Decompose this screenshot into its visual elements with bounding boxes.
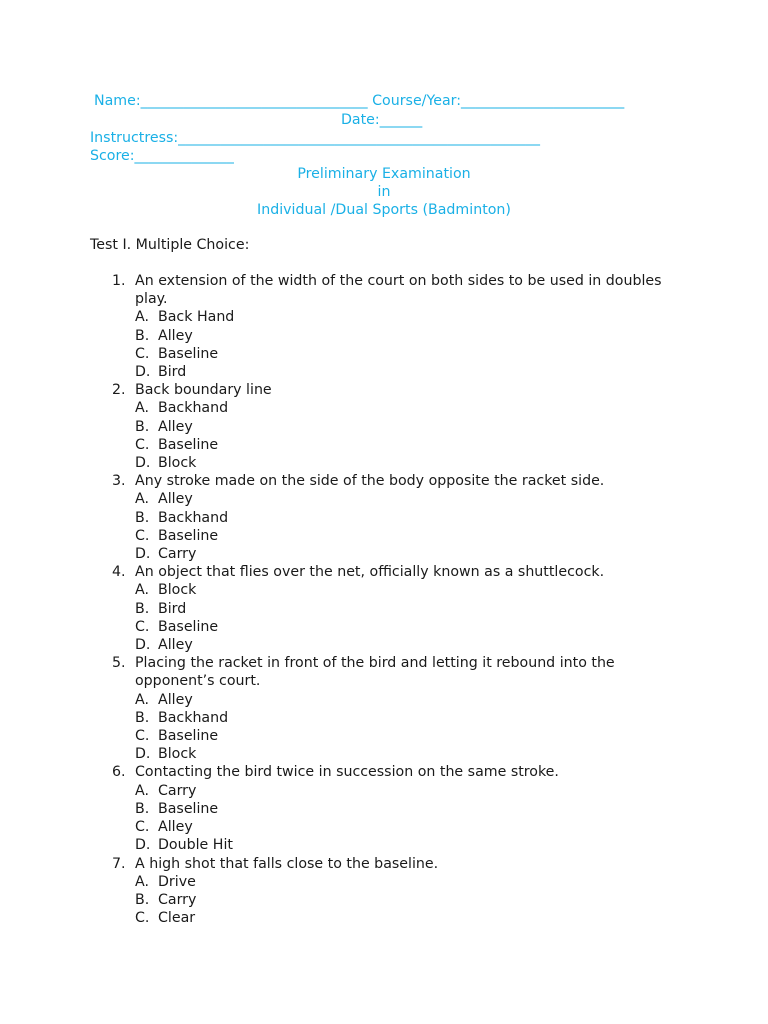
option-letter: D.: [135, 637, 151, 654]
date-line: Date:______: [341, 112, 423, 128]
option-letter: A.: [135, 400, 149, 417]
option-text: Alley: [158, 637, 193, 654]
question-number: 5.: [112, 655, 126, 672]
answer-option: [135, 891, 670, 909]
option-text: Alley: [158, 691, 193, 708]
option-text: Block: [158, 455, 197, 472]
option-letter: D.: [135, 837, 151, 854]
exam-title-connector: in: [377, 184, 391, 200]
option-text: Alley: [158, 327, 193, 344]
option-text: Alley: [158, 418, 193, 435]
exam-title: Preliminary Examination: [297, 166, 471, 182]
answer-option: [135, 581, 670, 599]
option-text: Back Hand: [158, 309, 235, 326]
question-item: [90, 563, 670, 654]
option-letter: C.: [135, 618, 150, 635]
option-text: Baseline: [158, 800, 219, 817]
answer-option: [135, 327, 670, 345]
option-letter: C.: [135, 527, 150, 544]
question-number: 2.: [112, 382, 126, 399]
answer-option: [135, 600, 670, 618]
option-text: Backhand: [158, 709, 229, 726]
answer-option: [135, 490, 670, 508]
option-text: Baseline: [158, 436, 219, 453]
option-letter: B.: [135, 418, 150, 435]
answer-option: [135, 545, 670, 563]
option-text: Block: [158, 582, 197, 599]
name-course-line: Name:________________________________ Course/Year:_______________________: [94, 93, 625, 109]
option-letter: B.: [135, 327, 150, 344]
question-text: A high shot that falls close to the baseline.: [135, 855, 439, 872]
answer-option: [135, 308, 670, 326]
option-letter: A.: [135, 309, 149, 326]
question-item: [90, 654, 670, 763]
answer-option: [135, 782, 670, 800]
option-letter: A.: [135, 782, 149, 799]
question-text: An extension of the width of the court on both sides to be used in doubles play.: [135, 273, 662, 308]
option-letter: B.: [135, 600, 150, 617]
answer-option: [135, 745, 670, 763]
answer-option: [135, 454, 670, 472]
option-text: Block: [158, 746, 197, 763]
answer-option: [135, 727, 670, 745]
option-letter: B.: [135, 891, 150, 908]
question-list: [90, 272, 670, 927]
question-number: 6.: [112, 764, 126, 781]
exam-subject: Individual /Dual Sports (Badminton): [257, 202, 511, 218]
question-number: 3.: [112, 473, 126, 490]
question-item: [90, 381, 670, 472]
option-letter: D.: [135, 546, 151, 563]
question-text: Contacting the bird twice in succession on the same stroke.: [135, 764, 559, 781]
option-text: Clear: [158, 910, 196, 927]
answer-option: [135, 345, 670, 363]
option-letter: C.: [135, 819, 150, 836]
instructress-line: Instructress:___________________________________________________: [90, 130, 540, 146]
option-text: Alley: [158, 819, 193, 836]
question-number: 1.: [112, 273, 126, 289]
answer-option: [135, 873, 670, 891]
question-text: Any stroke made on the side of the body opposite the racket side.: [135, 473, 605, 490]
question-text: Back boundary line: [135, 382, 272, 399]
answer-option: [135, 818, 670, 836]
answer-option: [135, 618, 670, 636]
question-item: [90, 472, 670, 563]
option-text: Backhand: [158, 400, 229, 417]
question-item: [90, 272, 670, 381]
option-letter: C.: [135, 436, 150, 453]
option-letter: D.: [135, 746, 151, 763]
option-text: Baseline: [158, 527, 219, 544]
option-text: Bird: [158, 600, 187, 617]
question-number: 4.: [112, 564, 126, 581]
option-letter: B.: [135, 509, 150, 526]
answer-option: [135, 800, 670, 818]
option-text: Baseline: [158, 728, 219, 745]
option-text: Carry: [158, 782, 197, 799]
question-text: An object that flies over the net, officially known as a shuttlecock.: [135, 564, 605, 581]
answer-option: [135, 509, 670, 527]
option-text: Backhand: [158, 509, 229, 526]
answer-option: [135, 363, 670, 381]
answer-option: [135, 836, 670, 854]
option-text: Carry: [158, 546, 197, 563]
answer-option: [135, 399, 670, 417]
option-text: Drive: [158, 873, 196, 890]
option-letter: B.: [135, 709, 150, 726]
option-letter: B.: [135, 800, 150, 817]
option-letter: D.: [135, 455, 151, 472]
answer-option: [135, 527, 670, 545]
option-letter: A.: [135, 691, 149, 708]
option-letter: A.: [135, 491, 149, 508]
answer-option: [135, 709, 670, 727]
option-letter: A.: [135, 873, 149, 890]
option-letter: D.: [135, 364, 151, 381]
answer-option: [135, 436, 670, 454]
answer-option: [135, 909, 670, 927]
option-letter: C.: [135, 728, 150, 745]
answer-option: [135, 636, 670, 654]
option-letter: C.: [135, 345, 150, 362]
option-letter: A.: [135, 582, 149, 599]
question-item: [90, 763, 670, 854]
answer-option: [135, 691, 670, 709]
option-text: Double Hit: [158, 837, 233, 854]
option-text: Alley: [158, 491, 193, 508]
option-letter: C.: [135, 910, 150, 927]
option-text: Carry: [158, 891, 197, 908]
option-text: Baseline: [158, 618, 219, 635]
answer-option: [135, 418, 670, 436]
option-text: Baseline: [158, 345, 219, 362]
question-item: [90, 855, 670, 928]
score-line: Score:______________: [90, 148, 234, 164]
question-number: 7.: [112, 855, 126, 872]
section-title: Test I. Multiple Choice:: [90, 237, 250, 253]
question-text: Placing the racket in front of the bird and letting it rebound into the opponent’s court.: [135, 655, 615, 690]
option-text: Bird: [158, 364, 187, 381]
